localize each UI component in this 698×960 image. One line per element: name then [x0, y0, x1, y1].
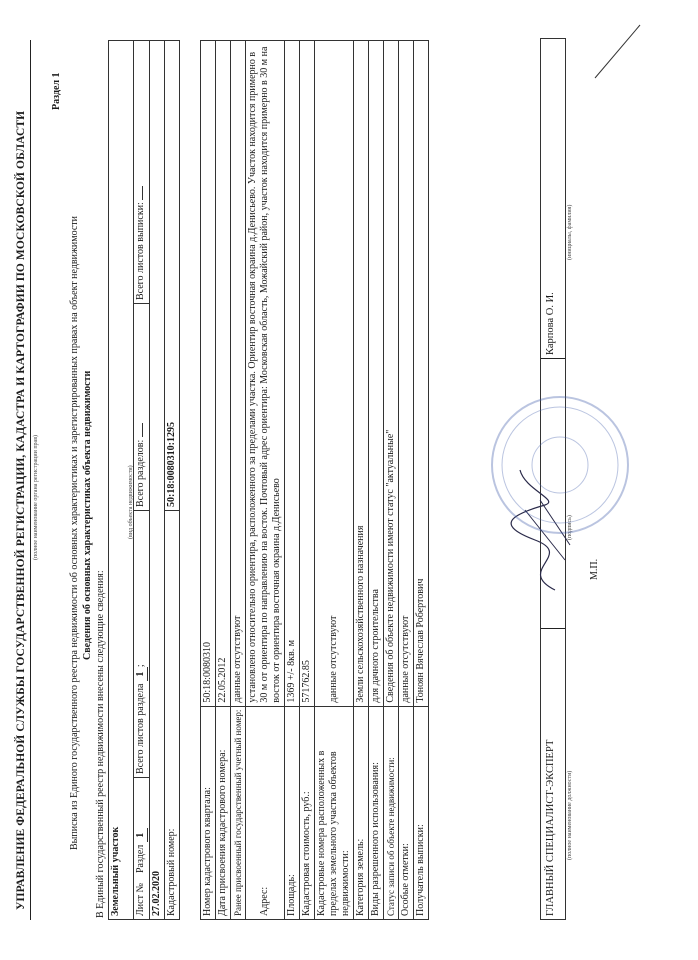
row-label: Виды разрешенного использования: [369, 706, 384, 919]
sheets-in-section-value: 1 [135, 667, 148, 681]
agency-title: УПРАВЛЕНИЕ ФЕДЕРАЛЬНОЙ СЛУЖБЫ ГОСУДАРСТВЕННОЙ РЕГИСТРАЦИИ, КАДАСТРА И КАРТОГРАФИИ ПО МОСКОВСКОЙ ОБЛАСТИ [15, 110, 27, 910]
extract-subtitle: Сведения об основных характеристиках объекта недвижимости [82, 370, 93, 660]
row-value: данные отсутствуют [231, 41, 246, 707]
object-type-caption: (вид объекта недвижимости) [128, 465, 134, 539]
name-caption: (инициалы, фамилия) [567, 204, 573, 260]
section-value: 1 [135, 828, 148, 842]
position-caption: (полное наименование должности) [567, 770, 573, 860]
address-value: установлено относительно ориентира, расположенного за пределами участка. Ориентир восточная окраина д.Денисьево. Участок находится примерно в 30 м от ориентира по направлению на восток. Почтовый адрес ориентира: Московская область, Можайский район, участок находится примерно в 30 м на восток от ориентира восточная окраина д.Денисьево [246, 41, 285, 707]
cadastral-number-value: 50:18:0080310:1295 [165, 41, 180, 511]
signer-position: ГЛАВНЫЙ СПЕЦИАЛИСТ-ЭКСПЕРТ [545, 739, 556, 916]
row-value: для дачного строительства [369, 41, 384, 707]
sections-total-label: Всего разделов: [135, 439, 146, 507]
extract-title: Выписка из Единого государственного реестра недвижимости об основных характеристиках и зарегистрированных правах на объект недвижимости [69, 215, 80, 850]
row-label: Получатель выписки: [414, 706, 429, 919]
signature-divider-2 [541, 358, 565, 359]
signer-name: Карпова О. И. [545, 292, 556, 355]
table-row [201, 41, 216, 920]
row-value: Земли сельскохозяйственного назначения [354, 41, 369, 707]
table-row [285, 41, 300, 920]
row-value: Сведения об объекте недвижимости имеют статус "актуальные" [384, 41, 399, 707]
row-label: Статус записи об объекте недвижимости: [384, 706, 399, 919]
extract-date: 27.02.2020 [150, 41, 165, 920]
extract-sheets-value [142, 186, 143, 200]
section-label: Раздел [135, 844, 146, 874]
agency-caption: (полное наименование органа регистрации прав) [33, 434, 39, 560]
row-value: данные отсутствуют [399, 41, 414, 707]
signature-divider-1 [541, 628, 565, 629]
row-value: Тоноян Вячеслав Робертович [414, 41, 429, 707]
pen-mark [590, 20, 650, 80]
object-header-table [108, 40, 180, 920]
row-label: Площадь: [285, 706, 300, 919]
row-label: Номер кадастрового квартала: [201, 706, 216, 919]
row-value: данные отсутствуют [315, 41, 354, 707]
header-rule [30, 40, 31, 920]
row-label: Кадастровые номера расположенных в пределах земельного участка объектов недвижимости: [315, 706, 354, 919]
extract-sheets-cell [134, 41, 150, 304]
sections-total-value [142, 423, 143, 437]
stamp-mark: М.П. [589, 558, 600, 580]
cadastral-number-label: Кадастровый номер: [165, 511, 180, 920]
section-heading: Раздел 1 [51, 72, 62, 110]
extract-sheets-label: Всего листов выписки: [135, 202, 146, 300]
row-label: Категория земель: [354, 706, 369, 919]
table-row [354, 41, 369, 920]
table-row [216, 41, 231, 920]
sheet-number-label: Лист № [135, 883, 146, 916]
table-row [399, 41, 414, 920]
sheets-in-section-label: Всего листов раздела [135, 683, 146, 774]
table-row [414, 41, 429, 920]
table-row [315, 41, 354, 920]
characteristics-table [200, 40, 429, 920]
table-row [369, 41, 384, 920]
row-value: 50:18:0080310 [201, 41, 216, 707]
table-row [246, 41, 285, 920]
intro-text: В Единый государственный реестр недвижимости внесены следующие сведения: [95, 570, 106, 918]
signature-caption: (подпись) [567, 515, 573, 540]
sheet-number-cell [134, 778, 150, 920]
row-value: 1369 +/- 8кв. м [285, 41, 300, 707]
object-type: Земельный участок [110, 826, 121, 916]
row-label: Ранее присвоенный государственный учетный номер: [231, 706, 246, 919]
row-label: Адрес: [246, 706, 285, 919]
row-value: 571762.85 [300, 41, 315, 707]
row-value: 22.05.2012 [216, 41, 231, 707]
sheets-in-section-cell: Всего листов раздела 1; [134, 511, 150, 778]
row-label: Особые отметки: [399, 706, 414, 919]
row-label: Кадастровая стоимость, руб.: [300, 706, 315, 919]
row-label: Дата присвоения кадастрового номера: [216, 706, 231, 919]
table-row [384, 41, 399, 920]
table-row [231, 41, 246, 920]
official-stamp-icon [485, 390, 635, 540]
table-row [300, 41, 315, 920]
